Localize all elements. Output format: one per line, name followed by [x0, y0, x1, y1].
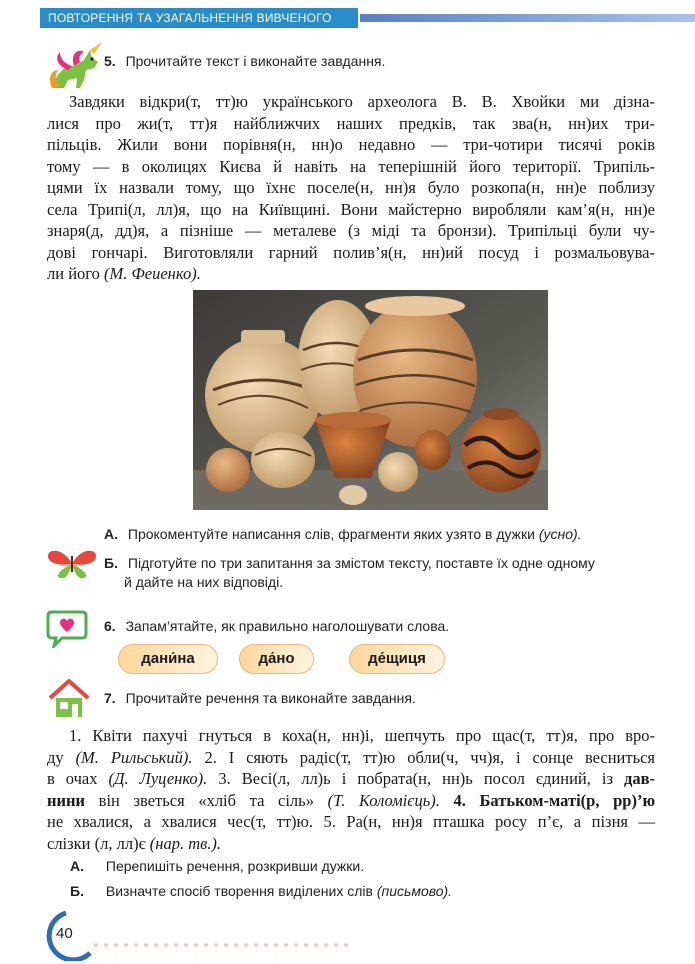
task7-subtask-b	[70, 882, 650, 901]
subtask-text-continued: й дайте на них відповіді.	[124, 574, 284, 590]
house-icon	[46, 678, 92, 720]
text-line: ли його	[47, 264, 100, 283]
subtask-label: А.	[104, 526, 118, 542]
text-line: Завдяки відкри(т, тт)ю українського археолога В. В. Хвойки ми дізна-	[69, 92, 655, 111]
text-line: пільців. Жили вони порівня(н, нн)о недавно — три-чотири тисячі років	[47, 135, 655, 154]
task5-heading	[104, 53, 385, 69]
sentence-author: (Д. Луценко).	[108, 769, 208, 788]
sentence-author: (М. Рильський).	[75, 747, 193, 767]
stress-word: да́но	[258, 650, 295, 667]
task5-subtask-a	[104, 525, 664, 544]
butterfly-icon	[44, 546, 100, 580]
text-line: лися про жи(т, тт)я найближчих наших предків, так зва(н, нн)их три-	[47, 113, 655, 133]
sentence-fragment: 2. І сяють радіс(т, тт)ю обли(ч, чч)я, і сонце весниться	[204, 747, 656, 767]
section-header	[40, 8, 358, 28]
sentence-fragment: 4.	[453, 790, 466, 810]
task6-number: 6.	[104, 618, 116, 634]
subtask-label: А.	[70, 858, 84, 874]
highlighted-word: дав-	[623, 769, 655, 788]
text-line: дові гончарі. Виготовляли гарний полив’я(н, нн)ий посуд і розмальовува-	[47, 242, 655, 262]
task5-number: 5.	[104, 53, 116, 69]
text-line: цями їх назвали тому, що їхнє поселе(н, нн)я було розкопа(н, нн)е поблизу	[47, 178, 655, 197]
subtask-text: Прокоментуйте написання слів, фрагменти яких узято в дужки	[127, 526, 535, 542]
header-divider	[360, 14, 695, 22]
stress-word-pill	[239, 644, 314, 674]
heart-bubble-icon	[46, 610, 88, 648]
sentence-fragment: ду	[47, 747, 64, 767]
task5-text	[47, 91, 655, 285]
page-number: 40	[56, 925, 73, 942]
sentence-author: (Т. Коломієць).	[327, 790, 440, 810]
highlighted-word: Батьком-маті(р, рр)’ю	[479, 790, 656, 810]
sentence-line: 1. Квіти пахучі гнуться в коха(н, нн)і, шепчуть про щас(т, тт)я, про вро-	[69, 726, 655, 745]
task7-number: 7.	[104, 690, 116, 706]
sentence-fragment: 3. Весі(л, лл)ь і побрата(н, нн)ь посол єдиний, із	[218, 769, 613, 788]
pottery-photo	[193, 290, 548, 510]
sentence-line	[47, 768, 655, 790]
section-title: ПОВТОРЕННЯ ТА УЗАГАЛЬНЕННЯ ВИВЧЕНОГО	[48, 11, 332, 25]
text-line: тому — в околицях Києва й навіть на теперішній його території. Трипіль-	[47, 156, 655, 176]
subtask-label: Б.	[104, 555, 118, 571]
text-line: знаря(д, дд)я, а пізніше — металеве (з міді та бронзи). Трипільці були чу-	[47, 221, 655, 240]
subtask-label: Б.	[70, 883, 84, 899]
text-line-last	[47, 263, 655, 285]
task7-heading	[104, 690, 416, 706]
unicorn-icon	[44, 40, 106, 92]
task6-instruction: Запам’ятайте, як правильно наголошувати слова.	[125, 618, 450, 634]
sentence-line: не хвалися, а хвалися чес(т, тт)ю. 5. Ра(н, нн)я пташка росу п’є, а пізня —	[47, 812, 655, 831]
sentence-fragment: в очах	[47, 769, 98, 788]
task6-heading	[104, 618, 449, 634]
task7-subtask-a	[70, 857, 650, 876]
sentence-fragment: слізки (л, лл)є	[47, 833, 146, 853]
stress-word-pill	[118, 644, 218, 674]
task7-instruction: Прочитайте речення та виконайте завдання.	[125, 690, 416, 706]
highlighted-word: нини	[47, 790, 86, 810]
stress-word-pill	[349, 644, 445, 674]
sentence-line	[47, 790, 655, 812]
sentence-line	[47, 833, 655, 855]
subtask-text: Визначте спосіб творення виділених слів	[105, 883, 373, 899]
subtask-note: (усно).	[538, 526, 582, 542]
text-author: (М. Феиенко).	[104, 264, 201, 283]
sentence-line	[47, 747, 655, 769]
task7-sentences	[47, 725, 655, 854]
sentence-fragment: він зветься «хліб та сіль»	[98, 790, 314, 810]
stress-word: дани́на	[141, 650, 195, 667]
subtask-note: (письмово).	[376, 883, 453, 899]
task5-instruction: Прочитайте текст і виконайте завдання.	[125, 53, 386, 69]
subtask-text: Перепишіть речення, розкривши дужки.	[105, 858, 365, 874]
page-number-arc	[36, 905, 356, 961]
subtask-text: Підготуйте по три запитання за змістом тексту, поставте їх одне одному	[127, 555, 595, 571]
sentence-source: (нар. тв.).	[149, 833, 222, 853]
task5-subtask-b	[104, 554, 664, 592]
stress-word: де́щиця	[368, 650, 426, 667]
text-line: села Трипі(л, лл)я, що на Київщині. Вони майстерно виробляли кам’я(н, нн)е	[47, 199, 655, 219]
